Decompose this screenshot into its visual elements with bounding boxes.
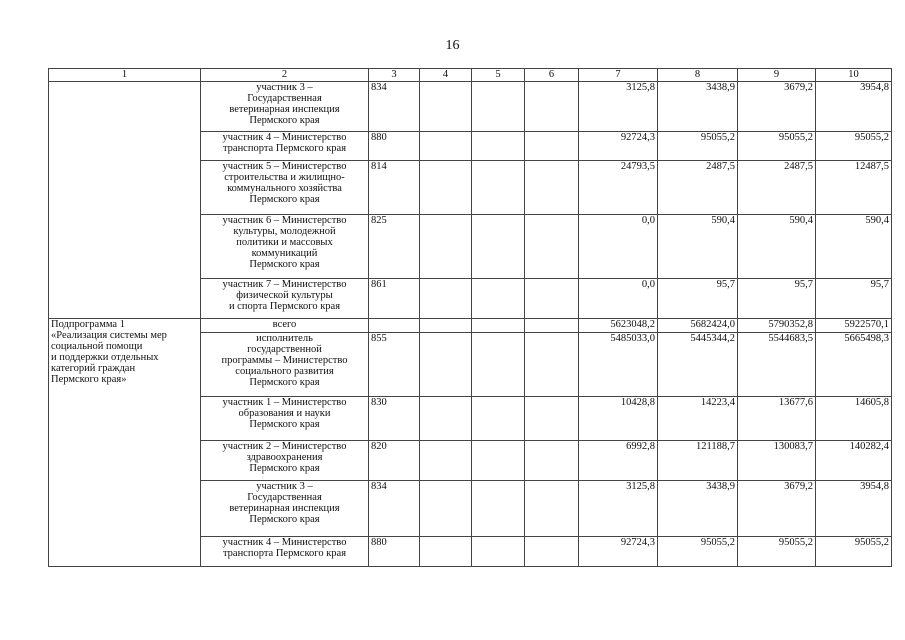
col5-cell — [472, 161, 525, 215]
col4-cell — [420, 481, 472, 537]
col4-cell — [420, 132, 472, 161]
value-col7: 92724,3 — [579, 537, 658, 567]
col6-cell — [525, 397, 579, 441]
value-col9: 5790352,8 — [738, 319, 816, 333]
admin-code-cell: 825 — [369, 215, 420, 279]
empty-name-cell — [49, 82, 201, 319]
value-col10: 3954,8 — [816, 481, 892, 537]
participant-cell: всего — [201, 319, 369, 333]
value-col8: 95055,2 — [658, 132, 738, 161]
column-header-8: 8 — [658, 69, 738, 82]
participant-cell: участник 2 – Министерство здравоохранения Пермского края — [201, 441, 369, 481]
participant-cell: участник 3 – Государственная ветеринарная инспекция Пермского края — [201, 481, 369, 537]
value-col9: 2487,5 — [738, 161, 816, 215]
value-col10: 3954,8 — [816, 82, 892, 132]
value-col10: 590,4 — [816, 215, 892, 279]
participant-cell: участник 3 – Государственная ветеринарная инспекция Пермского края — [201, 82, 369, 132]
value-col8: 590,4 — [658, 215, 738, 279]
col5-cell — [472, 215, 525, 279]
col4-cell — [420, 537, 472, 567]
col5-cell — [472, 279, 525, 319]
value-col7: 5623048,2 — [579, 319, 658, 333]
value-col8: 2487,5 — [658, 161, 738, 215]
admin-code-cell: 834 — [369, 82, 420, 132]
column-header-9: 9 — [738, 69, 816, 82]
value-col9: 13677,6 — [738, 397, 816, 441]
admin-code-cell: 880 — [369, 537, 420, 567]
column-header-5: 5 — [472, 69, 525, 82]
admin-code-cell — [369, 319, 420, 333]
col4-cell — [420, 161, 472, 215]
participant-cell: участник 4 – Министерство транспорта Пермского края — [201, 132, 369, 161]
col5-cell — [472, 397, 525, 441]
participant-cell: участник 7 – Министерство физической культуры и спорта Пермского края — [201, 279, 369, 319]
admin-code-cell: 830 — [369, 397, 420, 441]
value-col7: 24793,5 — [579, 161, 658, 215]
table-row — [49, 319, 892, 333]
participant-cell: участник 6 – Министерство культуры, молодежной политики и массовых коммуникаций Пермского края — [201, 215, 369, 279]
col4-cell — [420, 397, 472, 441]
value-col8: 5445344,2 — [658, 333, 738, 397]
value-col10: 95055,2 — [816, 132, 892, 161]
col6-cell — [525, 82, 579, 132]
value-col10: 95,7 — [816, 279, 892, 319]
admin-code-cell: 861 — [369, 279, 420, 319]
value-col10: 12487,5 — [816, 161, 892, 215]
column-header-3: 3 — [369, 69, 420, 82]
col5-cell — [472, 319, 525, 333]
value-col10: 140282,4 — [816, 441, 892, 481]
value-col9: 3679,2 — [738, 82, 816, 132]
col6-cell — [525, 319, 579, 333]
admin-code-cell: 820 — [369, 441, 420, 481]
value-col9: 95055,2 — [738, 132, 816, 161]
col6-cell — [525, 132, 579, 161]
budget-table — [48, 68, 892, 567]
value-col8: 95,7 — [658, 279, 738, 319]
col4-cell — [420, 279, 472, 319]
page-number: 16 — [445, 38, 460, 53]
value-col8: 3438,9 — [658, 481, 738, 537]
value-col7: 5485033,0 — [579, 333, 658, 397]
value-col7: 0,0 — [579, 279, 658, 319]
table-body — [49, 69, 892, 567]
value-col7: 92724,3 — [579, 132, 658, 161]
header-row — [49, 69, 892, 82]
value-col10: 14605,8 — [816, 397, 892, 441]
admin-code-cell: 855 — [369, 333, 420, 397]
col4-cell — [420, 215, 472, 279]
subprogram-name: Подпрограмма 1 «Реализация системы мер социальной помощи и поддержки отдельных категорий граждан Пермского края» — [49, 319, 201, 567]
table-row — [49, 82, 892, 132]
value-col9: 590,4 — [738, 215, 816, 279]
value-col7: 3125,8 — [579, 82, 658, 132]
value-col8: 3438,9 — [658, 82, 738, 132]
col5-cell — [472, 441, 525, 481]
column-header-7: 7 — [579, 69, 658, 82]
value-col8: 14223,4 — [658, 397, 738, 441]
value-col8: 95055,2 — [658, 537, 738, 567]
value-col7: 3125,8 — [579, 481, 658, 537]
admin-code-cell: 880 — [369, 132, 420, 161]
value-col9: 95055,2 — [738, 537, 816, 567]
column-header-1: 1 — [49, 69, 201, 82]
col4-cell — [420, 319, 472, 333]
value-col9: 130083,7 — [738, 441, 816, 481]
value-col9: 5544683,5 — [738, 333, 816, 397]
column-header-4: 4 — [420, 69, 472, 82]
value-col7: 10428,8 — [579, 397, 658, 441]
value-col10: 5665498,3 — [816, 333, 892, 397]
column-header-6: 6 — [525, 69, 579, 82]
admin-code-cell: 834 — [369, 481, 420, 537]
col6-cell — [525, 161, 579, 215]
col5-cell — [472, 481, 525, 537]
value-col7: 6992,8 — [579, 441, 658, 481]
value-col7: 0,0 — [579, 215, 658, 279]
col5-cell — [472, 537, 525, 567]
value-col8: 121188,7 — [658, 441, 738, 481]
col6-cell — [525, 333, 579, 397]
col6-cell — [525, 441, 579, 481]
col6-cell — [525, 215, 579, 279]
participant-cell: участник 1 – Министерство образования и науки Пермского края — [201, 397, 369, 441]
participant-cell: участник 4 – Министерство транспорта Пермского края — [201, 537, 369, 567]
value-col8: 5682424,0 — [658, 319, 738, 333]
column-header-2: 2 — [201, 69, 369, 82]
admin-code-cell: 814 — [369, 161, 420, 215]
value-col9: 3679,2 — [738, 481, 816, 537]
col5-cell — [472, 132, 525, 161]
value-col9: 95,7 — [738, 279, 816, 319]
value-col10: 95055,2 — [816, 537, 892, 567]
participant-cell: исполнитель государственной программы – Министерство социального развития Пермского края — [201, 333, 369, 397]
col6-cell — [525, 537, 579, 567]
col5-cell — [472, 82, 525, 132]
column-header-10: 10 — [816, 69, 892, 82]
col4-cell — [420, 441, 472, 481]
col6-cell — [525, 481, 579, 537]
participant-cell: участник 5 – Министерство строительства и жилищно- коммунального хозяйства Пермского края — [201, 161, 369, 215]
col4-cell — [420, 82, 472, 132]
value-col10: 5922570,1 — [816, 319, 892, 333]
col5-cell — [472, 333, 525, 397]
col6-cell — [525, 279, 579, 319]
col4-cell — [420, 333, 472, 397]
